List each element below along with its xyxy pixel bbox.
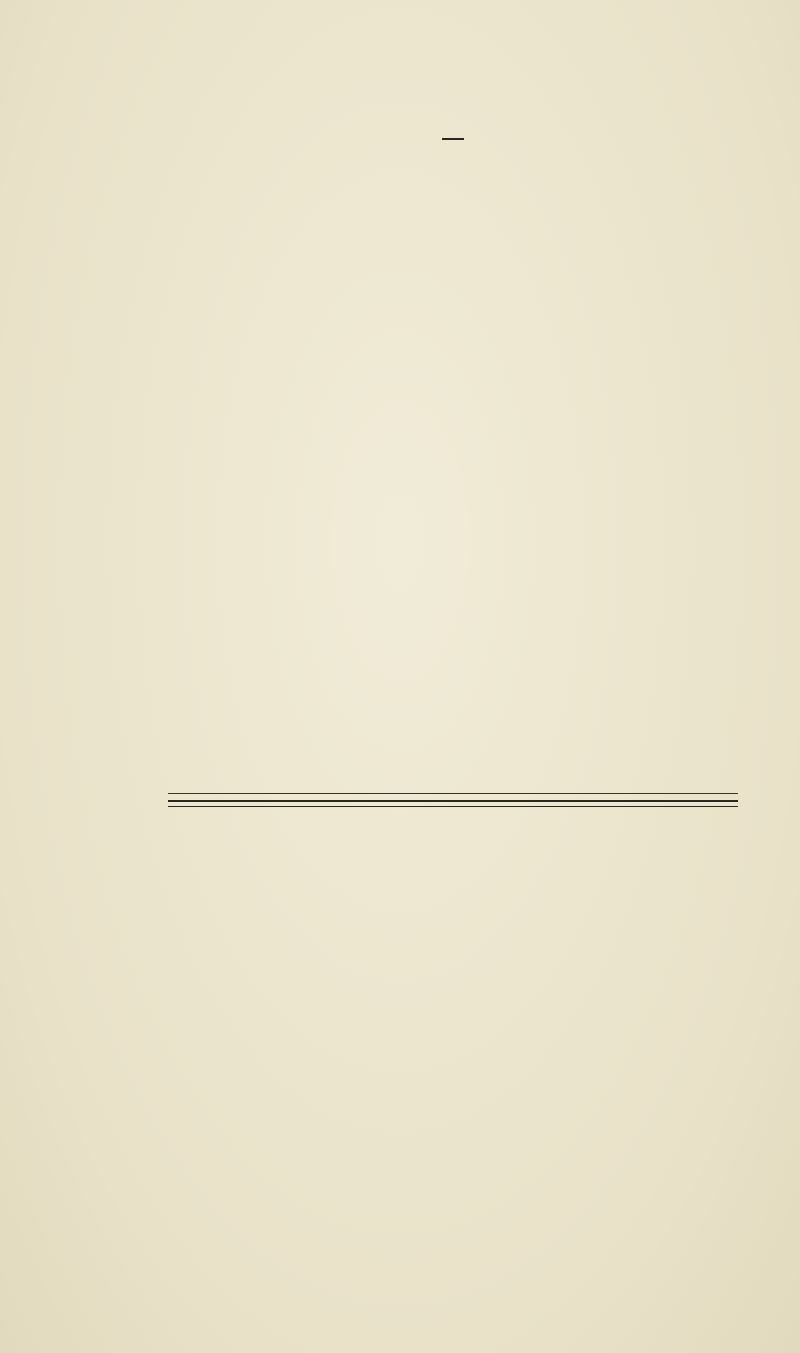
page: [168, 128, 738, 148]
heading-rule: [442, 138, 464, 140]
footer-rule-top: [168, 793, 738, 794]
footer-rule-double: [168, 800, 738, 807]
footer: [168, 793, 738, 815]
